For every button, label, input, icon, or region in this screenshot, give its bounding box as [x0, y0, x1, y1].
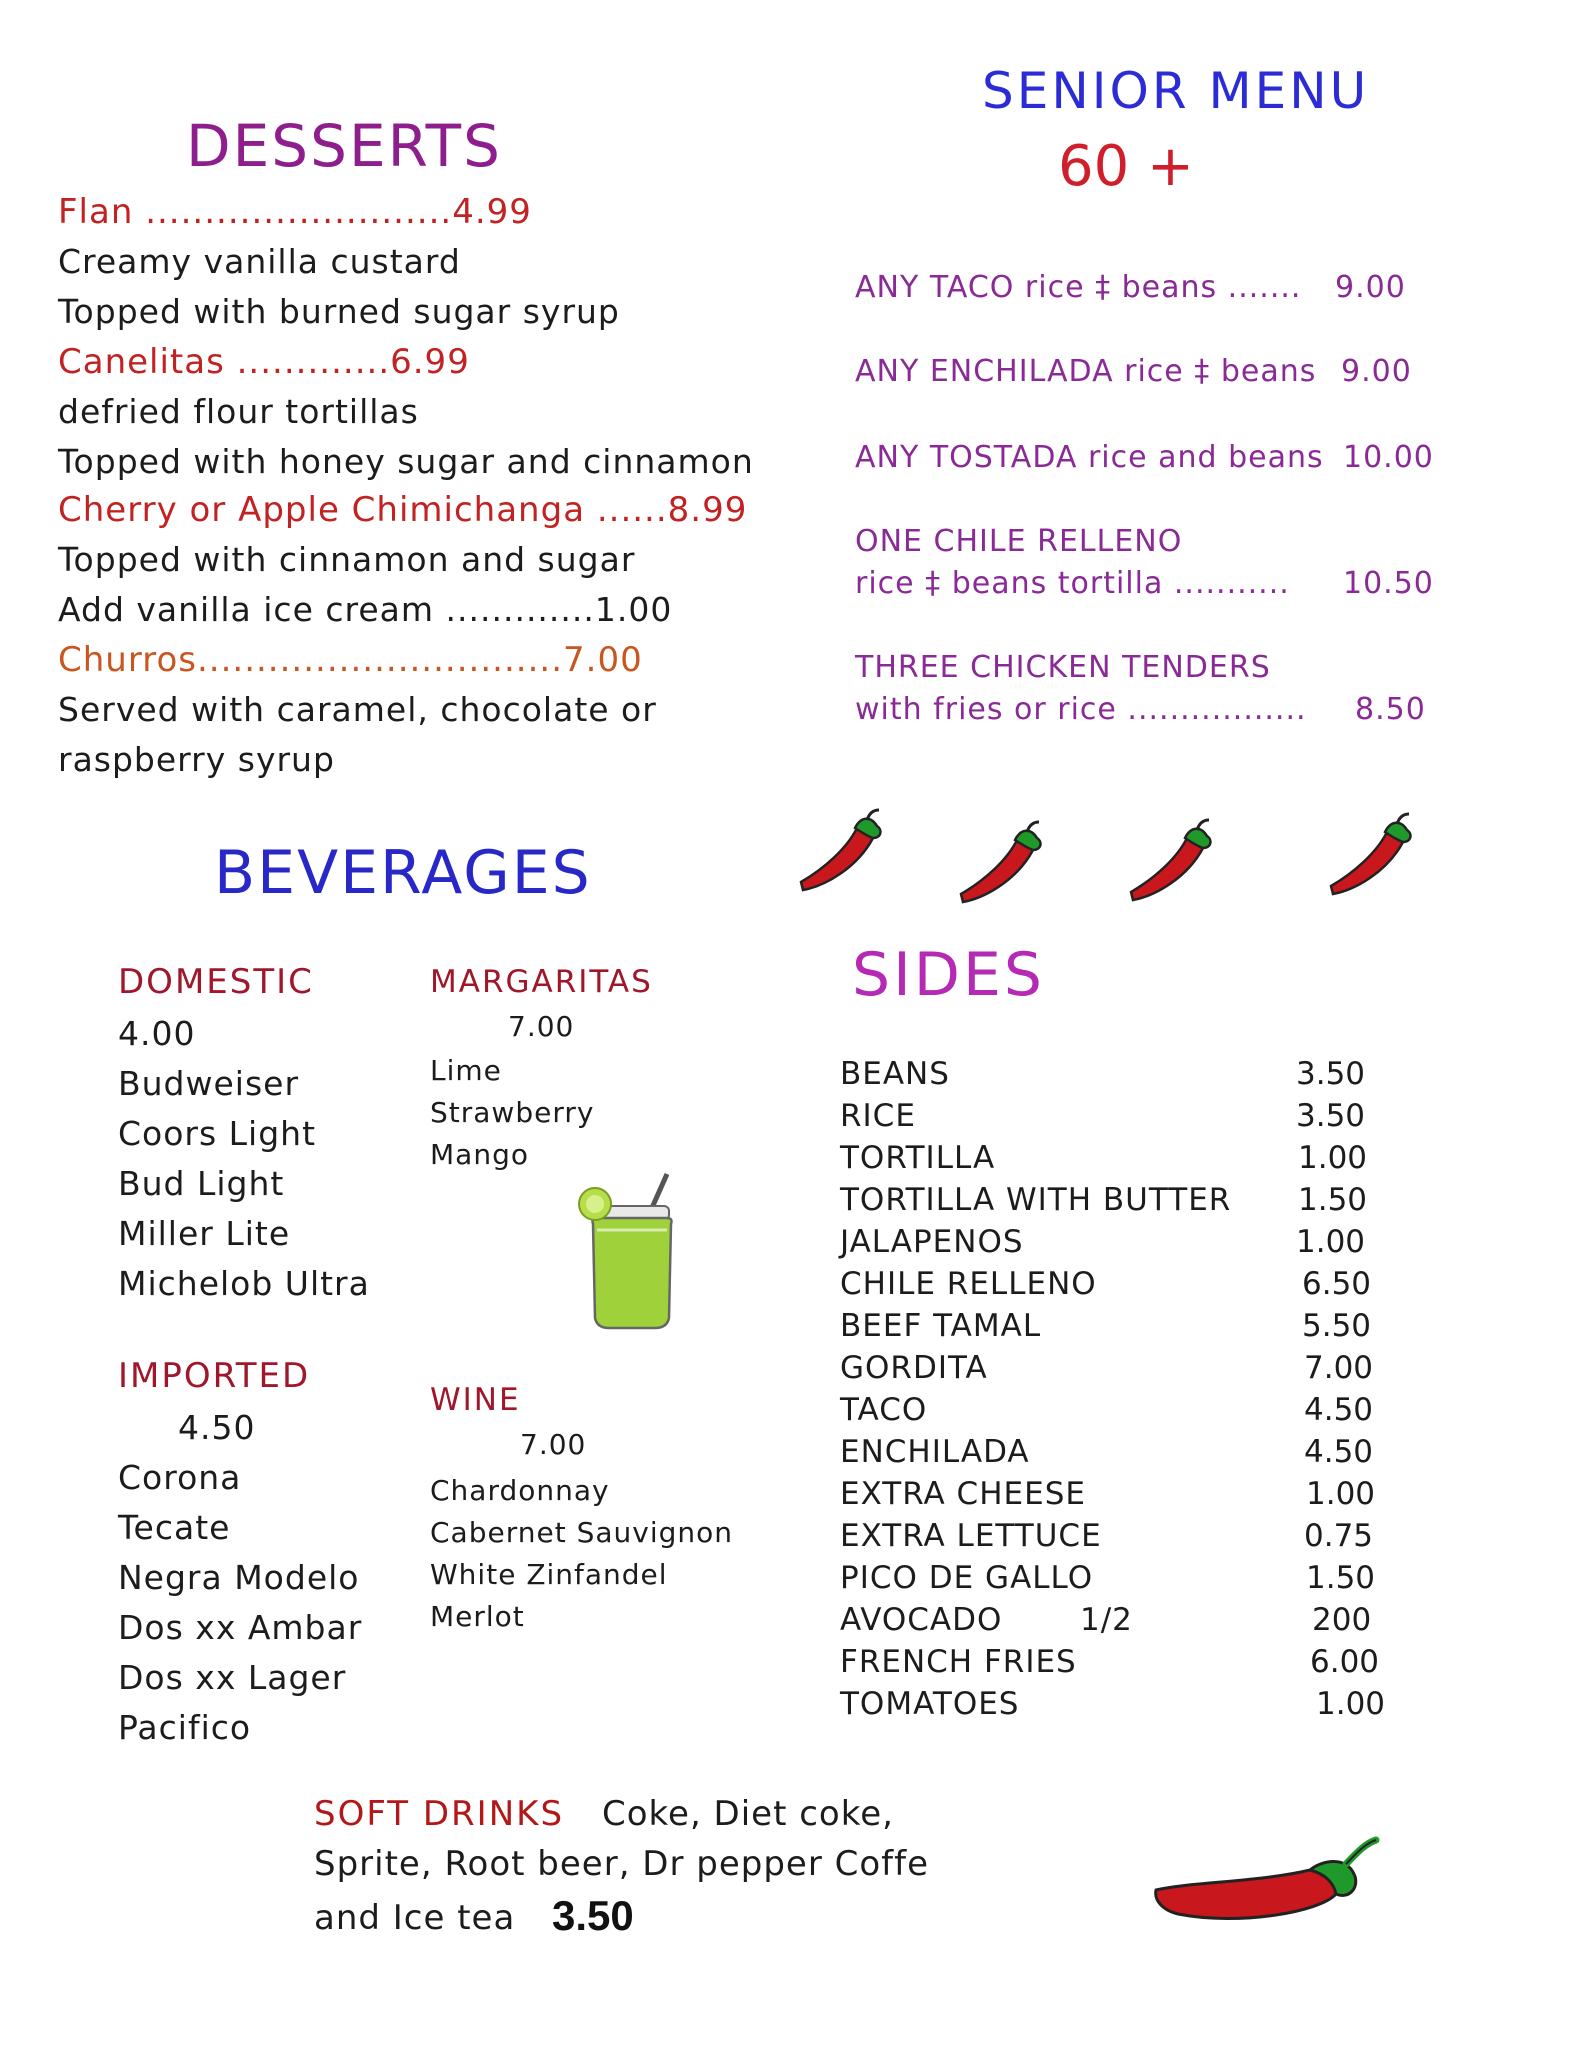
beverage-category-wine: WINE	[430, 1382, 521, 1418]
side-item: ENCHILADA	[840, 1434, 1030, 1470]
beverage-item: Pacifico	[118, 1708, 252, 1747]
side-price: 1.50	[1306, 1560, 1376, 1596]
sides-title: SIDES	[852, 940, 1045, 1010]
chili-pepper-icon	[1125, 818, 1225, 908]
beverage-item: Mango	[430, 1138, 529, 1171]
beverage-item: White Zinfandel	[430, 1558, 668, 1591]
beverage-item: Lime	[430, 1054, 502, 1087]
side-price: 1.00	[1296, 1224, 1366, 1260]
chili-pepper-icon	[955, 820, 1055, 910]
senior-item-relleno: rice ‡ beans tortilla ...........	[855, 566, 1290, 601]
dessert-description: Topped with cinnamon and sugar	[58, 540, 636, 579]
side-item: BEEF TAMAL	[840, 1308, 1042, 1344]
beverage-item: Michelob Ultra	[118, 1264, 370, 1303]
side-item: BEANS	[840, 1056, 950, 1092]
side-item: TACO	[840, 1392, 928, 1428]
side-price: 200	[1312, 1602, 1372, 1638]
side-price: 4.50	[1304, 1392, 1374, 1428]
side-price: 5.50	[1302, 1308, 1372, 1344]
soft-drinks-list: Coke, Diet coke,	[602, 1794, 894, 1834]
senior-price: 10.50	[1343, 566, 1434, 601]
side-item: CHILE RELLENO	[840, 1266, 1097, 1302]
senior-item-tenders: with fries or rice .................	[855, 692, 1307, 727]
beverage-item: Dos xx Lager	[118, 1658, 347, 1697]
senior-item-tostada: ANY TOSTADA rice and beans	[855, 440, 1324, 475]
side-price: 1.50	[1298, 1182, 1368, 1218]
beverage-item: Tecate	[118, 1508, 231, 1547]
senior-price: 10.00	[1343, 440, 1434, 475]
beverage-price: 4.50	[178, 1408, 256, 1447]
side-item: FRENCH FRIES	[840, 1644, 1077, 1680]
senior-price: 9.00	[1341, 354, 1412, 389]
side-item: AVOCADO	[840, 1602, 1003, 1638]
beverage-item: Miller Lite	[118, 1214, 291, 1253]
beverage-item: Dos xx Ambar	[118, 1608, 363, 1647]
side-item: EXTRA CHEESE	[840, 1476, 1086, 1512]
senior-price: 9.00	[1335, 270, 1406, 305]
chili-pepper-icon	[795, 808, 895, 898]
beverage-price: 4.00	[118, 1014, 196, 1053]
dessert-canelitas: Canelitas .............6.99	[58, 342, 470, 382]
beverage-item: Merlot	[430, 1600, 525, 1633]
side-price: 1.00	[1306, 1476, 1376, 1512]
dessert-description: Topped with burned sugar syrup	[58, 292, 620, 331]
side-price: 6.50	[1302, 1266, 1372, 1302]
side-item: JALAPENOS	[840, 1224, 1024, 1260]
side-half-label: 1/2	[1080, 1602, 1133, 1638]
side-price: 1.00	[1316, 1686, 1386, 1722]
beverage-category-imported: IMPORTED	[118, 1356, 311, 1396]
beverage-item: Chardonnay	[430, 1474, 610, 1507]
senior-item-relleno-title: ONE CHILE RELLENO	[855, 524, 1183, 559]
side-item: GORDITA	[840, 1350, 988, 1386]
side-price: 4.50	[1304, 1434, 1374, 1470]
beverage-item: Budweiser	[118, 1064, 300, 1103]
dessert-description: Served with caramel, chocolate or	[58, 690, 657, 729]
side-item: TORTILLA	[840, 1140, 996, 1176]
beverage-item: Strawberry	[430, 1096, 595, 1129]
side-price: 3.50	[1296, 1056, 1366, 1092]
dessert-description: defried flour tortillas	[58, 392, 419, 431]
side-price: 0.75	[1304, 1518, 1374, 1554]
senior-price: 8.50	[1355, 692, 1426, 727]
beverage-price: 7.00	[508, 1010, 575, 1043]
dessert-description: raspberry syrup	[58, 740, 335, 779]
side-price: 1.00	[1298, 1140, 1368, 1176]
senior-item-enchilada: ANY ENCHILADA rice ‡ beans	[855, 354, 1317, 389]
beverage-category-margaritas: MARGARITAS	[430, 964, 653, 1000]
beverage-price: 7.00	[520, 1428, 587, 1461]
senior-menu-title: SENIOR MENU	[982, 62, 1370, 120]
side-item: RICE	[840, 1098, 916, 1134]
soft-drinks-price: 3.50	[552, 1892, 634, 1939]
beverage-category-domestic: DOMESTIC	[118, 962, 314, 1002]
senior-age: 60 +	[1058, 134, 1194, 199]
side-price: 7.00	[1304, 1350, 1374, 1386]
soft-drinks-list: and Ice tea	[314, 1898, 516, 1938]
chili-pepper-icon	[1150, 1830, 1390, 1940]
beverage-item: Bud Light	[118, 1164, 285, 1203]
side-item: PICO DE GALLO	[840, 1560, 1094, 1596]
beverage-item: Negra Modelo	[118, 1558, 360, 1597]
margarita-jar-icon	[575, 1168, 690, 1333]
dessert-description: Topped with honey sugar and cinnamon	[58, 442, 754, 481]
side-item: TORTILLA WITH BUTTER	[840, 1182, 1232, 1218]
side-item: EXTRA LETTUCE	[840, 1518, 1102, 1554]
side-item: TOMATOES	[840, 1686, 1020, 1722]
side-price: 3.50	[1296, 1098, 1366, 1134]
dessert-flan: Flan ..........................4.99	[58, 192, 532, 232]
dessert-addon: Add vanilla ice cream .............1.00	[58, 590, 673, 629]
senior-item-taco: ANY TACO rice ‡ beans .......	[855, 270, 1302, 305]
side-price: 6.00	[1310, 1644, 1380, 1680]
desserts-title: DESSERTS	[186, 112, 502, 180]
dessert-chimichanga: Cherry or Apple Chimichanga ......8.99	[58, 490, 748, 530]
chili-pepper-icon	[1325, 812, 1425, 902]
dessert-description: Creamy vanilla custard	[58, 242, 461, 281]
senior-item-tenders-title: THREE CHICKEN TENDERS	[855, 650, 1271, 685]
beverage-item: Corona	[118, 1458, 242, 1497]
soft-drinks-label: SOFT DRINKS	[314, 1794, 565, 1834]
beverage-item: Cabernet Sauvignon	[430, 1516, 734, 1549]
beverage-item: Coors Light	[118, 1114, 317, 1153]
soft-drinks-list: Sprite, Root beer, Dr pepper Coffe	[314, 1844, 930, 1884]
dessert-churros: Churros...............................7.00	[58, 640, 643, 680]
beverages-title: BEVERAGES	[214, 838, 592, 908]
